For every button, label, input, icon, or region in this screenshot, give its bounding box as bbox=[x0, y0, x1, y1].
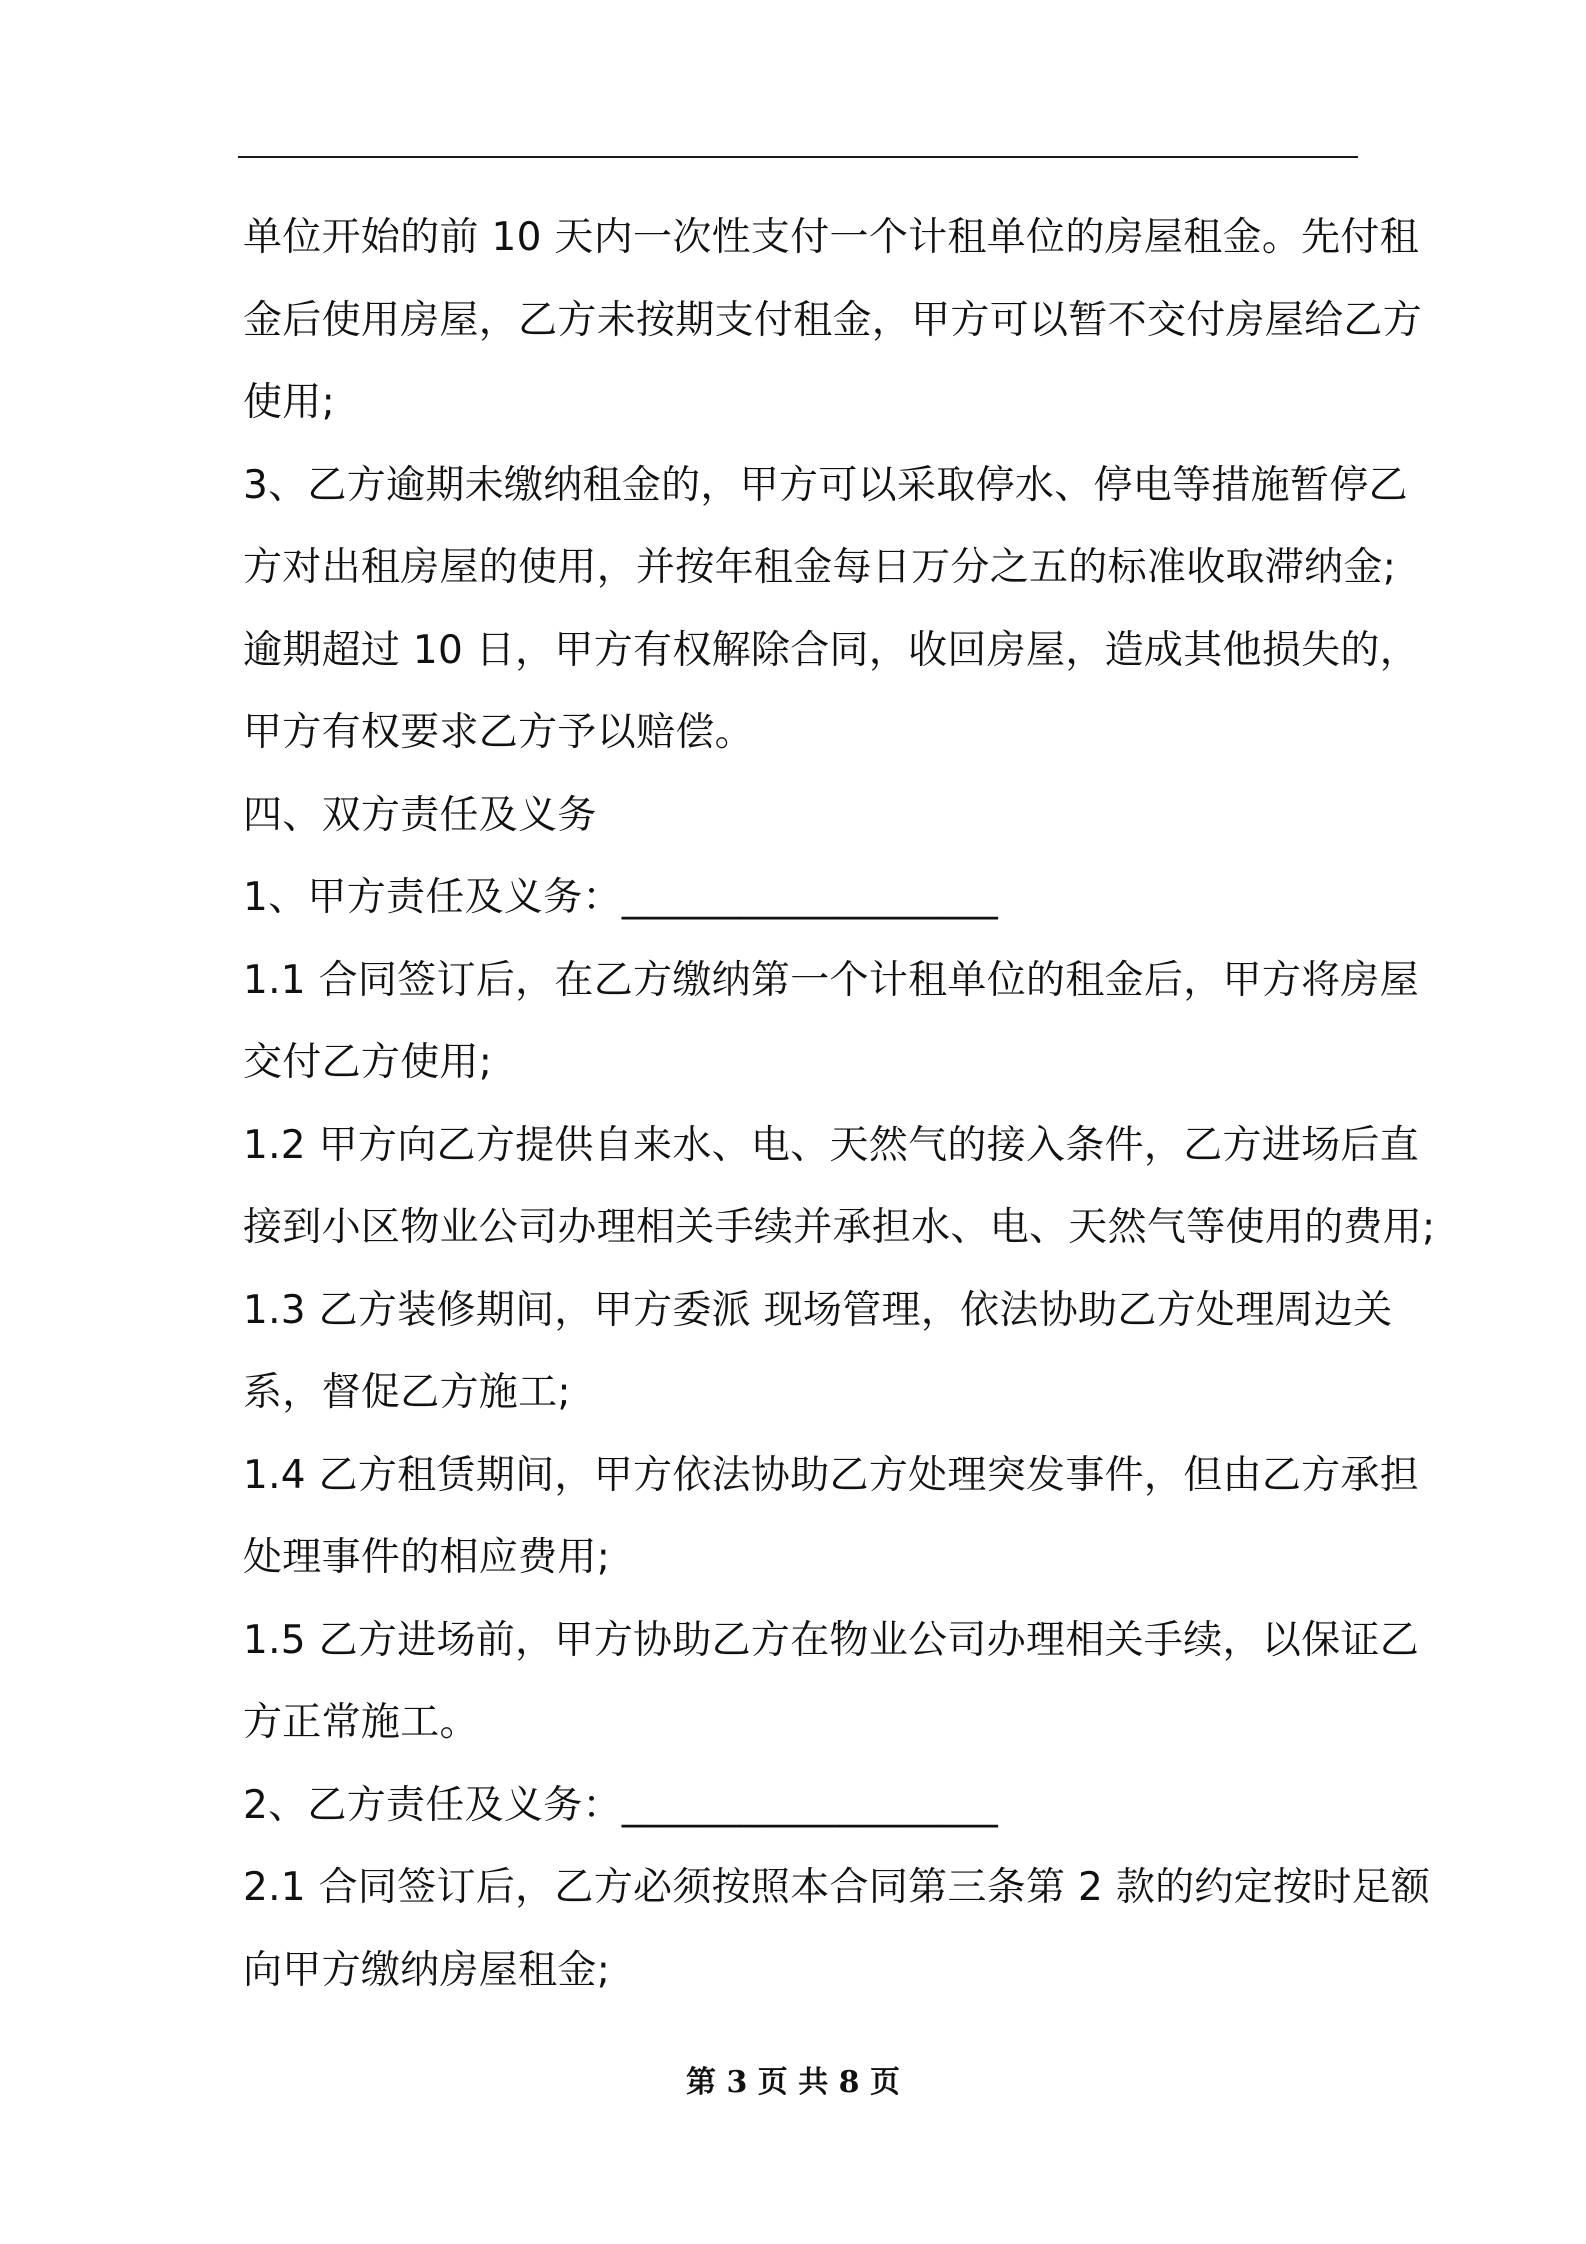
header-rule bbox=[238, 156, 1358, 158]
page-number: 第 3 页 共 8 页 bbox=[686, 2065, 900, 2100]
text-line: 逾期超过 10 日，甲方有权解除合同，收回房屋，造成其他损失的， bbox=[243, 627, 1420, 673]
text-line: 1.3 乙方装修期间，甲方委派 现场管理，依法协助乙方处理周边关 bbox=[243, 1287, 1393, 1333]
text-line: 3、乙方逾期未缴纳租金的，甲方可以采取停水、停电等措施暂停乙 bbox=[243, 462, 1408, 508]
text-line: 1.2 甲方向乙方提供自来水、电、天然气的接入条件，乙方进场后直 bbox=[243, 1122, 1420, 1168]
text-line: 方对出租房屋的使用，并按年租金每日万分之五的标准收取滞纳金; bbox=[243, 545, 1397, 590]
text-line: 方正常施工。 bbox=[243, 1700, 479, 1745]
text-line: 甲方有权要求乙方予以赔偿。 bbox=[243, 710, 754, 755]
text-line: 1.5 乙方进场前，甲方协助乙方在物业公司办理相关手续，以保证乙 bbox=[243, 1617, 1420, 1663]
section-heading: 四、双方责任及义务 bbox=[243, 792, 597, 838]
text-line: 系，督促乙方施工; bbox=[243, 1370, 571, 1415]
text-line: 交付乙方使用; bbox=[243, 1040, 493, 1085]
text-line: 向甲方缴纳房屋租金; bbox=[243, 1947, 611, 1993]
document-body bbox=[243, 197, 1436, 2012]
subsection-heading: 2、乙方责任及义务：___________________ bbox=[243, 1782, 999, 1828]
text-line: 处理事件的相应费用; bbox=[243, 1535, 611, 1580]
text-line: 2.1 合同签订后，乙方必须按照本合同第三条第 2 款的约定按时足额 bbox=[243, 1865, 1431, 1910]
text-line: 1.4 乙方租赁期间，甲方依法协助乙方处理突发事件，但由乙方承担 bbox=[243, 1452, 1420, 1498]
text-line: 接到小区物业公司办理相关手续并承担水、电、天然气等使用的费用; bbox=[243, 1205, 1436, 1250]
text-line: 1.1 合同签订后，在乙方缴纳第一个计租单位的租金后，甲方将房屋 bbox=[243, 957, 1420, 1003]
subsection-heading: 1、甲方责任及义务：___________________ bbox=[243, 875, 999, 920]
text-line: 单位开始的前 10 天内一次性支付一个计租单位的房屋租金。先付租 bbox=[243, 215, 1420, 260]
text-line: 使用; bbox=[243, 380, 336, 425]
text-line: 金后使用房屋，乙方未按期支付租金，甲方可以暂不交付房屋给乙方 bbox=[243, 297, 1423, 343]
